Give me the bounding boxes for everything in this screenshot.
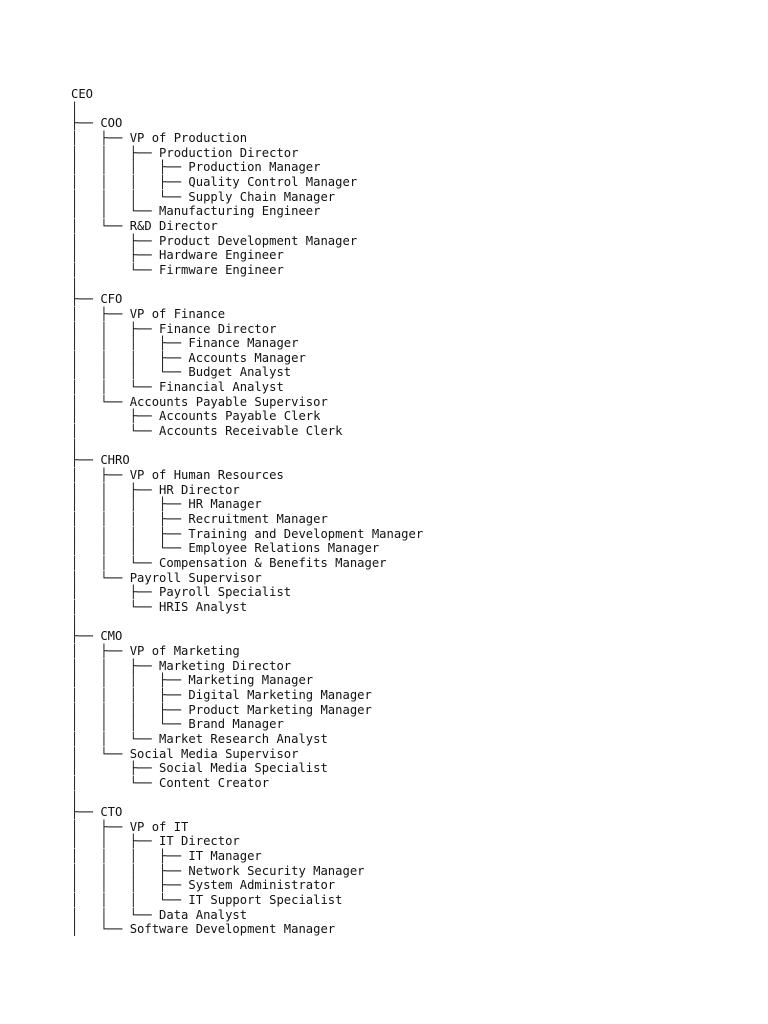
tree-line: │ │ └── Financial Analyst (71, 380, 284, 395)
tree-line: │ │ │ ├── Marketing Manager (71, 673, 314, 688)
tree-line: │ │ │ ├── Training and Development Manager (71, 526, 424, 541)
tree-line: │ │ ├── Finance Director (71, 321, 277, 336)
tree-line: │ └── Accounts Payable Supervisor (71, 394, 328, 409)
tree-line: │ └── Software Development Manager (71, 922, 336, 937)
tree-line: │ │ ├── Production Director (71, 145, 299, 160)
tree-line: │ └── HRIS Analyst (71, 599, 248, 614)
tree-line: │ ├── Hardware Engineer (71, 248, 284, 263)
tree-line: │ (71, 614, 79, 629)
tree-line: │ │ ├── Marketing Director (71, 658, 292, 673)
tree-line: │ │ │ ├── Digital Marketing Manager (71, 687, 372, 702)
tree-line: │ │ │ ├── Finance Manager (71, 336, 299, 351)
tree-line: │ (71, 277, 79, 292)
org-chart-tree (71, 87, 751, 937)
tree-line: ├── CHRO (71, 453, 130, 468)
tree-line: │ │ │ └── Employee Relations Manager (71, 541, 380, 556)
tree-line: │ │ │ └── Brand Manager (71, 717, 284, 732)
tree-line: │ ├── VP of IT (71, 819, 189, 834)
tree-line: │ ├── VP of Production (71, 130, 248, 145)
tree-line: │ ├── Accounts Payable Clerk (71, 409, 321, 424)
tree-line: │ │ │ ├── System Administrator (71, 878, 336, 893)
tree-line: │ ├── Payroll Specialist (71, 585, 292, 600)
tree-line: │ │ │ └── Budget Analyst (71, 365, 292, 380)
tree-line: │ │ └── Compensation & Benefits Manager (71, 556, 387, 570)
tree-line: │ └── Accounts Receivable Clerk (71, 424, 343, 439)
tree-line: │ └── R&D Director (71, 218, 218, 233)
tree-line: │ │ │ ├── Quality Control Manager (71, 174, 358, 189)
tree-line: │ ├── VP of Human Resources (71, 468, 284, 483)
tree-line: │ └── Payroll Supervisor (71, 570, 262, 585)
tree-line: ├── CMO (71, 629, 123, 644)
tree-line: │ │ └── Market Research Analyst (71, 731, 328, 746)
tree-line: │ ├── VP of Finance (71, 306, 226, 321)
tree-line: │ │ │ ├── Production Manager (71, 160, 321, 175)
tree-line: │ └── Content Creator (71, 775, 270, 790)
tree-line: │ └── Firmware Engineer (71, 262, 284, 277)
tree-line: │ │ │ └── IT Support Specialist (71, 893, 343, 908)
tree-line: │ ├── Product Development Manager (71, 233, 358, 248)
tree-line: │ │ │ ├── Accounts Manager (71, 350, 306, 365)
tree-line: │ (71, 790, 79, 805)
tree-line: │ ├── VP of Marketing (71, 643, 240, 658)
tree-line: │ │ │ ├── HR Manager (71, 497, 262, 512)
tree-line: │ (71, 101, 79, 116)
tree-line: │ │ └── Manufacturing Engineer (71, 204, 321, 219)
document-page (71, 87, 751, 937)
tree-line: │ │ ├── IT Director (71, 834, 240, 849)
tree-line: │ (71, 438, 79, 453)
tree-line: │ │ └── Data Analyst (71, 907, 248, 922)
tree-line: │ │ │ ├── IT Manager (71, 849, 262, 864)
tree-line: │ │ ├── HR Director (71, 482, 240, 497)
tree-line: │ │ │ ├── Recruitment Manager (71, 512, 328, 527)
tree-line: ├── CFO (71, 292, 123, 307)
tree-line: │ └── Social Media Supervisor (71, 746, 299, 761)
tree-line: │ │ │ ├── Product Marketing Manager (71, 702, 372, 717)
tree-line: CEO (71, 87, 94, 101)
tree-line: │ │ │ ├── Network Security Manager (71, 863, 365, 878)
tree-line: ├── COO (71, 116, 123, 131)
tree-line: ├── CTO (71, 805, 123, 820)
tree-line: │ │ │ └── Supply Chain Manager (71, 189, 336, 204)
tree-line: │ ├── Social Media Specialist (71, 761, 328, 776)
